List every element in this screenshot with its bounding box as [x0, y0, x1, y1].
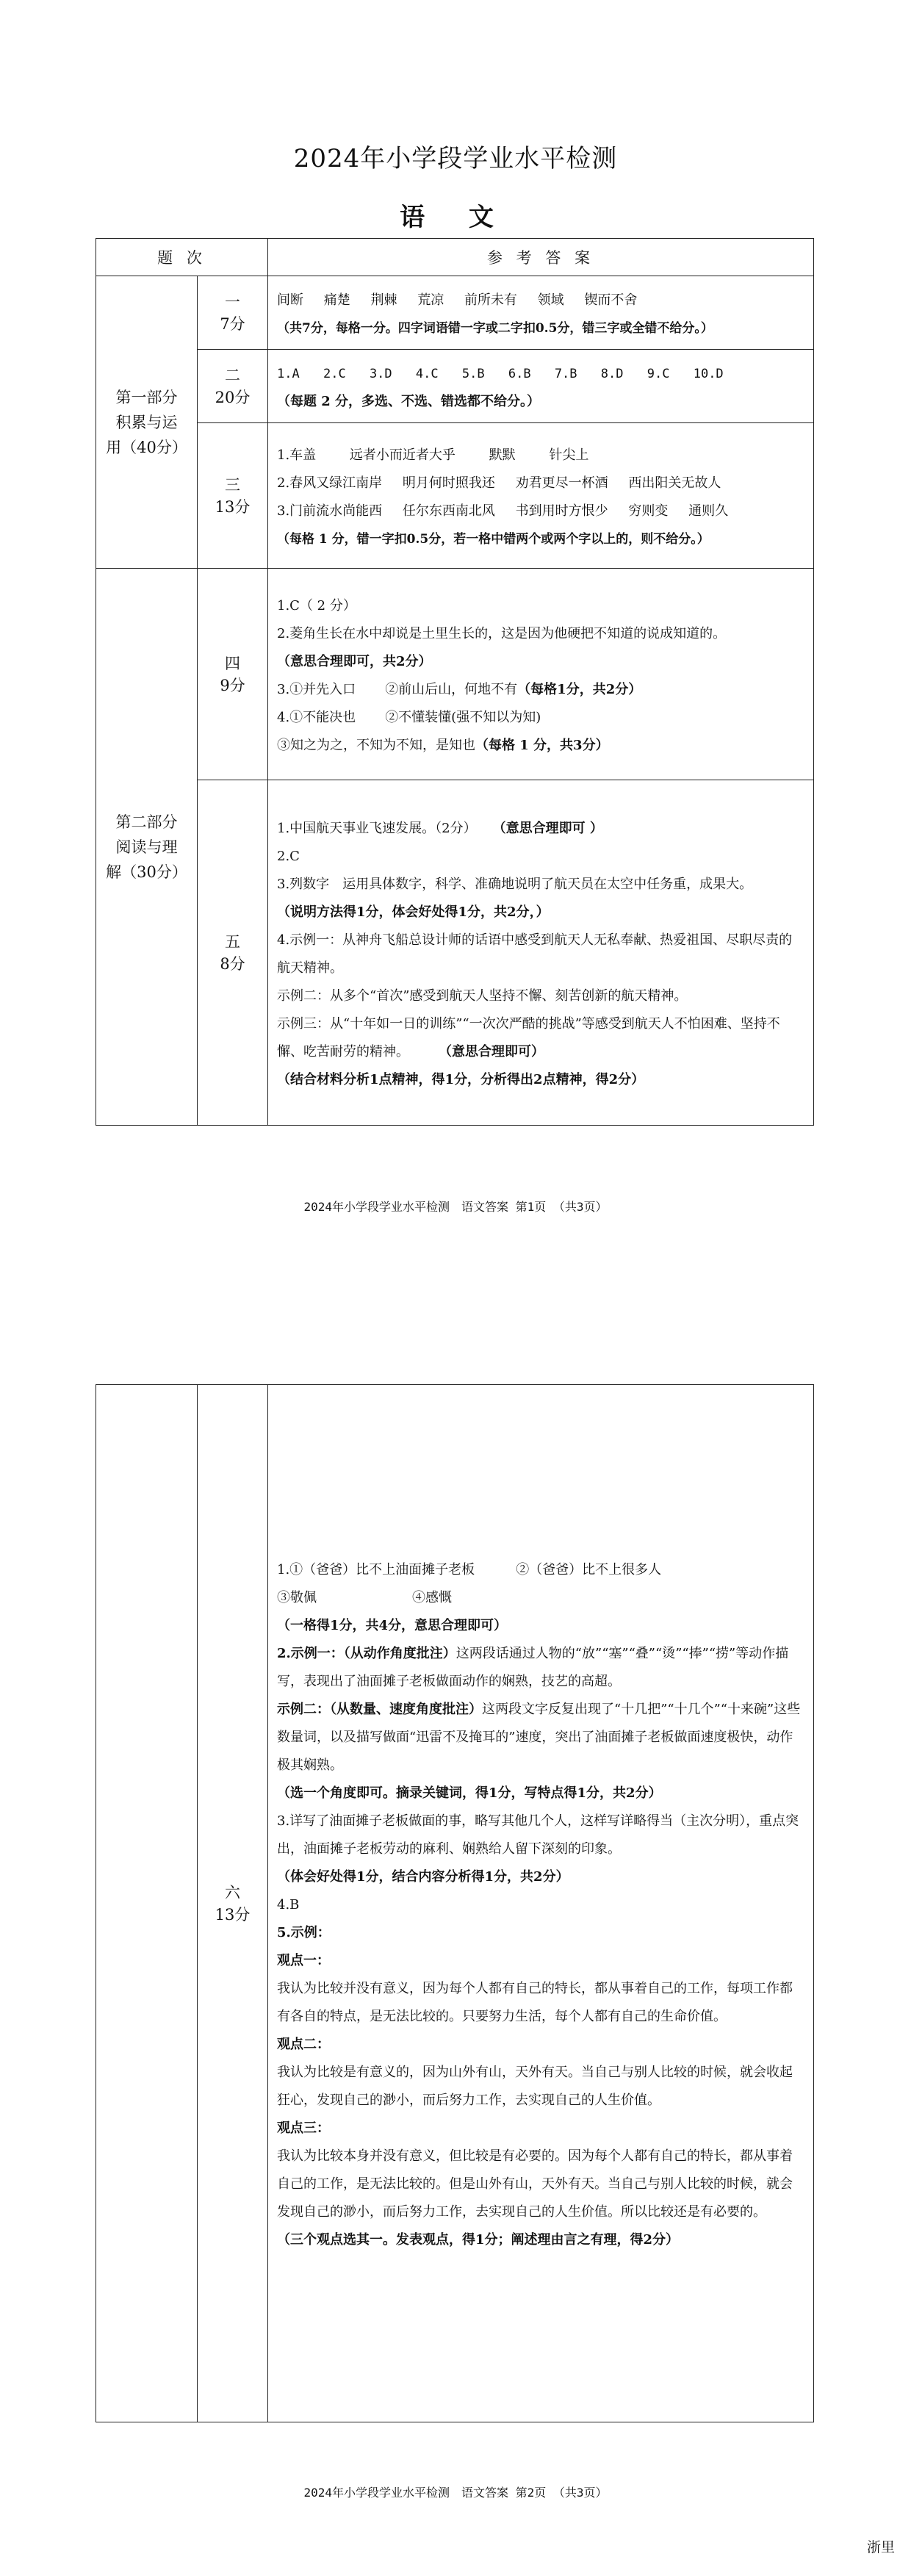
q3-line1: 1.车盖 远者小而近者大乎 默默 针尖上 — [277, 447, 589, 463]
q6-answer: 1.①（爸爸）比不上油面摊子老板 ②（爸爸）比不上很多人 ③敬佩 ④感慨 （一格得1分，共4分，意思合理即可） 2.示例一：（从动作角度批注）这两段话通过人物的“放”“塞”“叠”“烫”“捧”“捞”等动作描写，表现出了油面摊子老板做面动作的娴熟，技艺的高超。 示例二：（从数量、速度角度批注）这两段文字反复出现了“十几把”“十几个”“十来碗”这些数量词，以及描写做面“迅雷不及掩耳的”速度，突出了油面摊子老板做面速度极快，动作极其娴熟。 （选一个角度即可。摘录关键词，得1分，写特点得1分，共2分） 3.详写了油面摊子老板做面的事，略写其他几个人，这样写详略得当（主次分明），重点突出，油面摊子老板劳动的麻利、娴熟给人留下深刻的印象。 （体会好处得1分，结合内容分析得1分，共2分） 4.B 5.示例： 观点一： 我认为比较并没有意义，因为每个人都有自己的特长，都从事着自己的工作，每项工作都有各自的特点，是无法比较的。只要努力生活，每个人都有自己的生命价值。 观点二： 我认为比较是有意义的，因为山外有山，天外有天。当自己与别人比较的时候，就会收起狂心，发现自己的渺小，而后努力工作，去实现自己的人生价值。 观点三： 我认为比较本身并没有意义，但比较是有必要的。因为每个人都有自己的特长，都从事着自己的工作，是无法比较的。但是山外有山，天外有天。当自己与别人比较的时候，就会发现自己的渺小，而后努力工作，去实现自己的人生价值。所以比较还是有必要的。 （三个观点选其一。发表观点，得1分；阐述理由言之有理，得2分） — [268, 1385, 814, 2422]
header-question: 题 次 — [96, 239, 268, 276]
subject-title: 语 文 — [400, 203, 511, 232]
answer-table-page1 — [96, 238, 814, 1126]
q1-answer — [268, 276, 814, 350]
q2-answer-line: 1.A 2.C 3.D 4.C 5.B 6.B 7.B 8.D 9.C 10.D — [277, 366, 724, 381]
page1-footer: 2024年小学段学业水平检测 语文答案 第1页 （共3页） — [303, 1200, 608, 1214]
q5-number: 五 8分 — [198, 780, 268, 1126]
q2-number: 二 20分 — [198, 350, 268, 423]
q6-number: 六 13分 — [198, 1385, 268, 2422]
q3-number: 三 13分 — [198, 423, 268, 569]
exam-title: 2024年小学段学业水平检测 — [293, 144, 618, 173]
corner-label: 浙里 — [866, 2539, 895, 2555]
header-answer: 参 考 答 案 — [268, 239, 814, 276]
q2-note: （每题 2 分，多选、不选、错选都不给分。） — [277, 393, 541, 409]
q3-answer — [268, 423, 814, 569]
q1-number: 一 7分 — [198, 276, 268, 350]
q3-line3: 3.门前流水尚能西 任尔东西南北风 书到用时方恨少 穷则变 通则久 — [277, 503, 729, 519]
q3-note: （每格 1 分，错一字扣0.5分，若一格中错两个或两个字以上的，则不给分。） — [277, 531, 710, 547]
q1-note: （共7分，每格一分。四字词语错一字或二字扣0.5分，错三字或全错不给分。） — [277, 320, 713, 336]
q4-number: 四 9分 — [198, 569, 268, 780]
page2-footer: 2024年小学段学业水平检测 语文答案 第2页 （共3页） — [303, 2486, 608, 2500]
q4-answer: 1.C（ 2 分） 2.菱角生长在水中却说是土里生长的，这是因为他硬把不知道的说成知道的。 （意思合理即可，共2分） 3.①并先入口 ②前山后山，何地不有（每格1分，共2分） 4.①不能决也 ②不懂装懂(强不知以为知) ③知之为之，不知为不知，是知也（每格 1 分，共3分） — [268, 569, 814, 780]
q1-answer-line: 间断 痛楚 荆棘 荒凉 前所未有 领域 锲而不舍 — [277, 292, 638, 308]
q3-line2: 2.春风又绿江南岸 明月何时照我还 劝君更尽一杯酒 西出阳关无故人 — [277, 475, 721, 491]
q5-answer: 1.中国航天事业飞速发展。（2分） （意思合理即可 ） 2.C 3.列数字 运用具体数字，科学、准确地说明了航天员在太空中任务重，成果大。 （说明方法得1分，体会好处得1分，共2分，） 4.示例一：从神舟飞船总设计师的话语中感受到航天人无私奉献、热爱祖国、尽职尽责的航天精神。 示例二：从多个“首次”感受到航天人坚持不懈、刻苦创新的航天精神。 示例三：从“十年如一日的训练”“一次次严酷的挑战”等感受到航天人不怕困难、坚持不懈、吃苦耐劳的精神。 （意思合理即可） （结合材料分析1点精神，得1分，分析得出2点精神，得2分） — [268, 780, 814, 1126]
answer-table-page2 — [96, 1384, 814, 2422]
q2-answer — [268, 350, 814, 423]
part1-label: 第一部分 积累与运 用（40分） — [96, 276, 198, 569]
part2-label: 第二部分 阅读与理 解（30分） — [96, 569, 198, 1126]
part2-continued — [96, 1385, 198, 2422]
